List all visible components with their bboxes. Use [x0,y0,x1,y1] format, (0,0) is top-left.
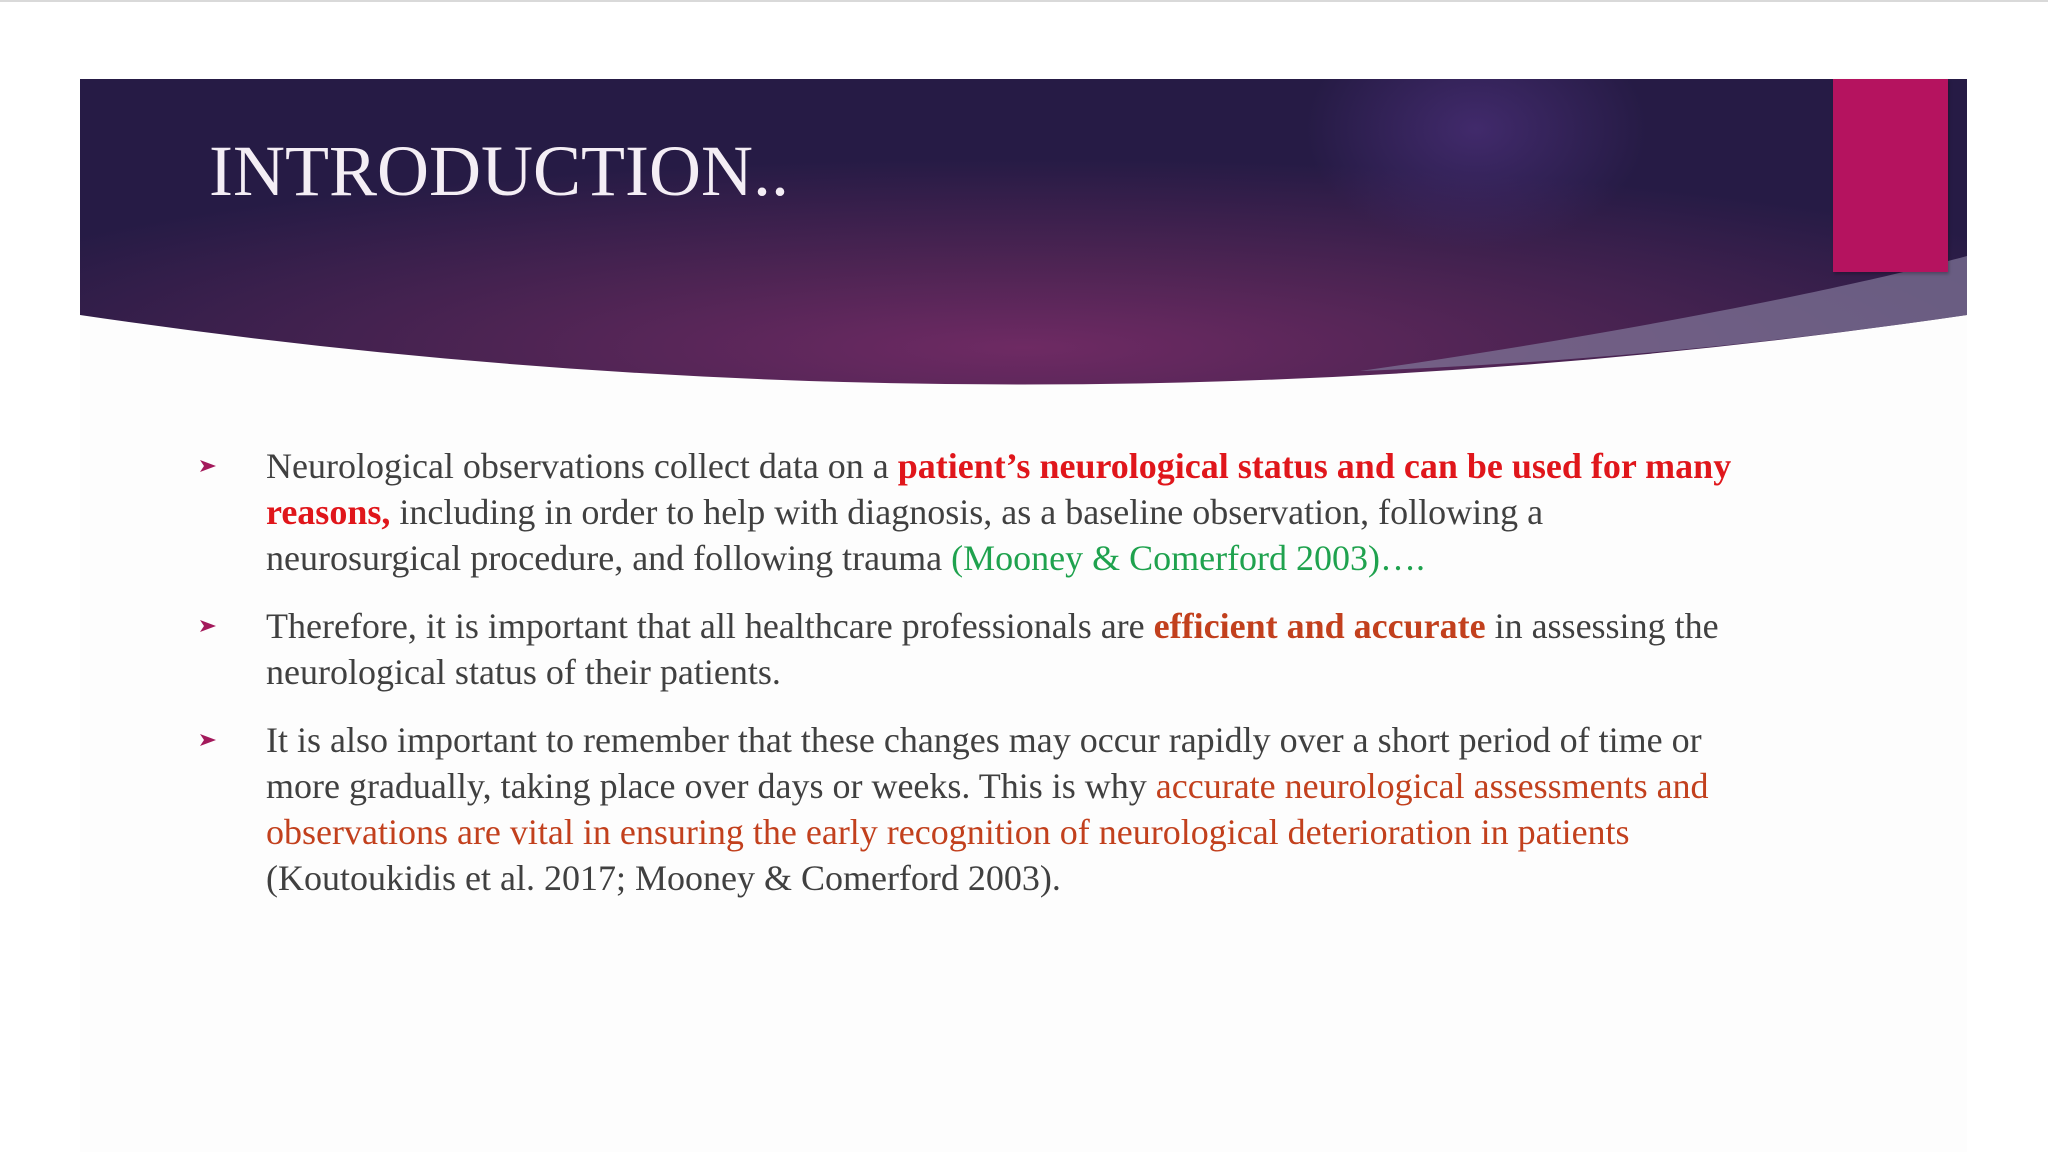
title-banner [80,79,1967,389]
bullet-item-1 [200,443,1740,581]
bullet-2-highlight: efficient and accurate [1153,606,1486,646]
bullet-3-text [266,720,1709,898]
bullet-1-text [266,446,1731,578]
bullet-2-text [266,606,1719,692]
bullet-3-segment-1: It is also important to remember that these changes may occur rapidly over a short period of time or more gradually, taking place over days or weeks. This is why [266,720,1702,806]
slide [80,79,1967,1152]
bullet-1-segment-1: Neurological observations collect data on a [266,446,898,486]
triangle-arrow-icon [200,443,224,489]
bullet-1-segment-3: including in order to help with diagnosis, as a baseline observation, following a neurosurgical procedure, and following trauma [266,492,1544,578]
bullet-3-highlight: accurate neurological assessments and observations are vital in ensuring the early recognition of neurological deterioration in patients [266,766,1709,852]
bullet-item-2 [200,603,1740,695]
slide-title: INTRODUCTION.. [209,131,789,211]
bullet-2-segment-1: Therefore, it is important that all healthcare professionals are [266,606,1154,646]
window-edge-divider [0,0,2048,2]
bullet-1-citation: (Mooney & Comerford 2003)…. [951,538,1426,578]
bullet-list [200,443,1740,923]
accent-tab [1833,79,1948,272]
bullet-3-citation: (Koutoukidis et al. 2017; Mooney & Comerford 2003). [266,858,1061,898]
bullet-1-highlight-red: patient’s neurological status and can be used for many reasons, [266,446,1732,532]
bullet-2-segment-3: in assessing the neurological status of their patients. [266,606,1719,692]
triangle-arrow-icon [200,717,224,763]
triangle-arrow-icon [200,603,224,649]
bullet-item-3 [200,717,1740,901]
